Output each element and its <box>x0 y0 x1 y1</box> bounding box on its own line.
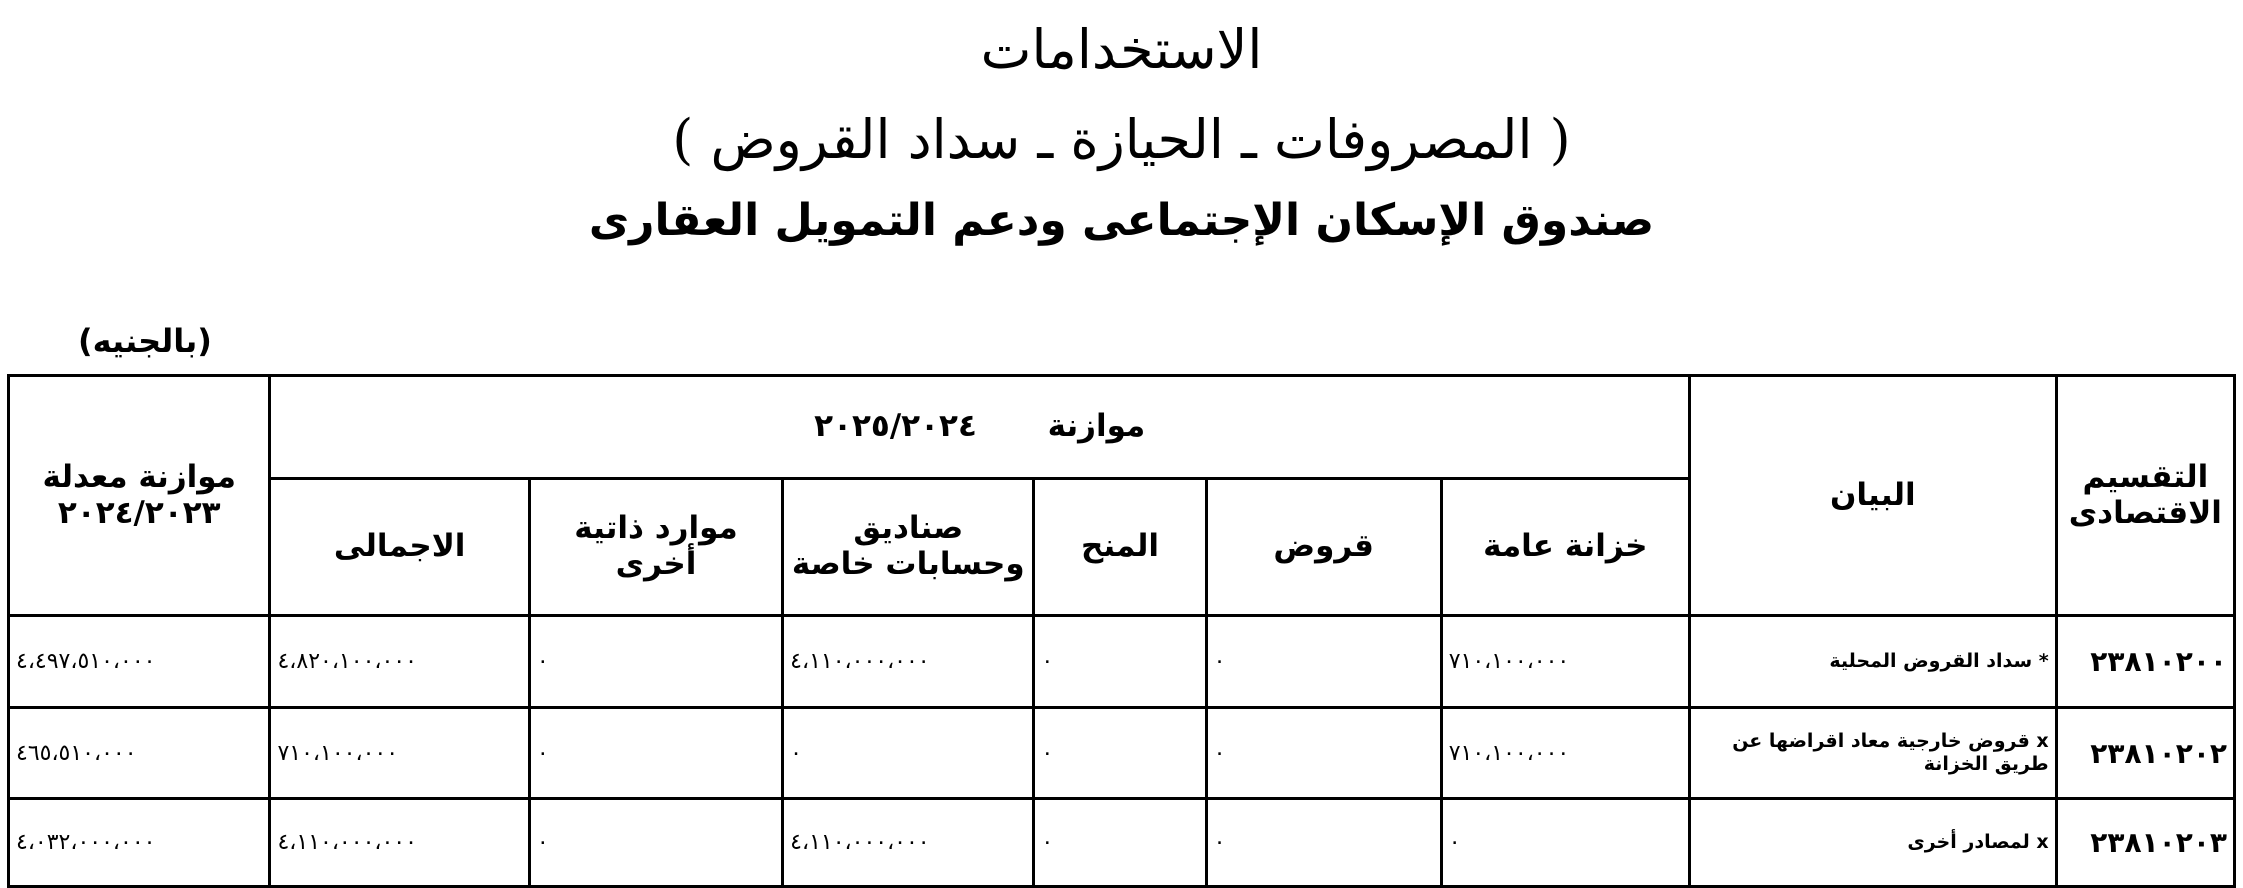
cell-special-funds: ٤،١١٠،٠٠٠،٠٠٠ <box>783 616 1034 708</box>
cell-grants: ٠ <box>1034 708 1206 799</box>
fund-name: صندوق الإسكان الإجتماعى ودعم التمويل العقارى <box>588 195 1655 246</box>
cell-code: ٢٣٨١٠٢٠٢ <box>2056 708 2234 799</box>
cell-code: ٢٣٨١٠٢٠٠ <box>2056 616 2234 708</box>
cell-total: ٤،١١٠،٠٠٠،٠٠٠ <box>270 799 529 887</box>
header-own-resources: موارد ذاتية أخرى <box>529 479 782 616</box>
cell-special-funds: ٤،١١٠،٠٠٠،٠٠٠ <box>783 799 1034 887</box>
header-total: الاجمالى <box>270 479 529 616</box>
header-loans: قروض <box>1206 479 1441 616</box>
cell-own-resources: ٠ <box>529 616 782 708</box>
cell-loans: ٠ <box>1206 616 1441 708</box>
cell-revised: ٤،٠٣٢،٠٠٠،٠٠٠ <box>9 799 270 887</box>
cell-description: x قروض خارجية معاد اقراضها عن طريق الخزانة <box>1689 708 2056 799</box>
cell-revised: ٤٦٥،٥١٠،٠٠٠ <box>9 708 270 799</box>
cell-loans: ٠ <box>1206 799 1441 887</box>
header-budget-year: ٢٠٢٥/٢٠٢٤ <box>814 408 977 445</box>
cell-description: * سداد القروض المحلية <box>1689 616 2056 708</box>
header-description: البيان <box>1689 376 2056 616</box>
cell-special-funds: ٠ <box>783 708 1034 799</box>
table-row <box>9 616 2235 708</box>
page-subtitle: ( المصروفات ـ الحيازة ـ سداد القروض ) <box>672 108 1571 171</box>
header-revised-label: موازنة معدلة <box>42 458 236 495</box>
currency-unit: (بالجنيه) <box>78 322 212 360</box>
cell-description: x لمصادر أخرى <box>1689 799 2056 887</box>
header-treasury: خزانة عامة <box>1441 479 1689 616</box>
cell-loans: ٠ <box>1206 708 1441 799</box>
cell-grants: ٠ <box>1034 799 1206 887</box>
table-row <box>9 799 2235 887</box>
cell-treasury: ٧١٠،١٠٠،٠٠٠ <box>1441 708 1689 799</box>
header-budget-label: موازنة <box>1047 408 1146 445</box>
page-title: الاستخدامات <box>980 18 1263 81</box>
table-row <box>9 708 2235 799</box>
cell-own-resources: ٠ <box>529 799 782 887</box>
header-revised-year: ٢٠٢٤/٢٠٢٣ <box>57 494 221 531</box>
cell-total: ٧١٠،١٠٠،٠٠٠ <box>270 708 529 799</box>
cell-revised: ٤،٤٩٧،٥١٠،٠٠٠ <box>9 616 270 708</box>
header-grants: المنح <box>1034 479 1206 616</box>
header-budget <box>270 376 1689 479</box>
header-special-funds: صناديق وحسابات خاصة <box>783 479 1034 616</box>
cell-code: ٢٣٨١٠٢٠٣ <box>2056 799 2234 887</box>
cell-own-resources: ٠ <box>529 708 782 799</box>
cell-treasury: ٧١٠،١٠٠،٠٠٠ <box>1441 616 1689 708</box>
cell-grants: ٠ <box>1034 616 1206 708</box>
header-revised-budget <box>9 376 270 616</box>
uses-table <box>7 374 2236 888</box>
cell-total: ٤،٨٢٠،١٠٠،٠٠٠ <box>270 616 529 708</box>
cell-treasury: ٠ <box>1441 799 1689 887</box>
header-economic-classification: التقسيم الاقتصادى <box>2056 376 2234 616</box>
